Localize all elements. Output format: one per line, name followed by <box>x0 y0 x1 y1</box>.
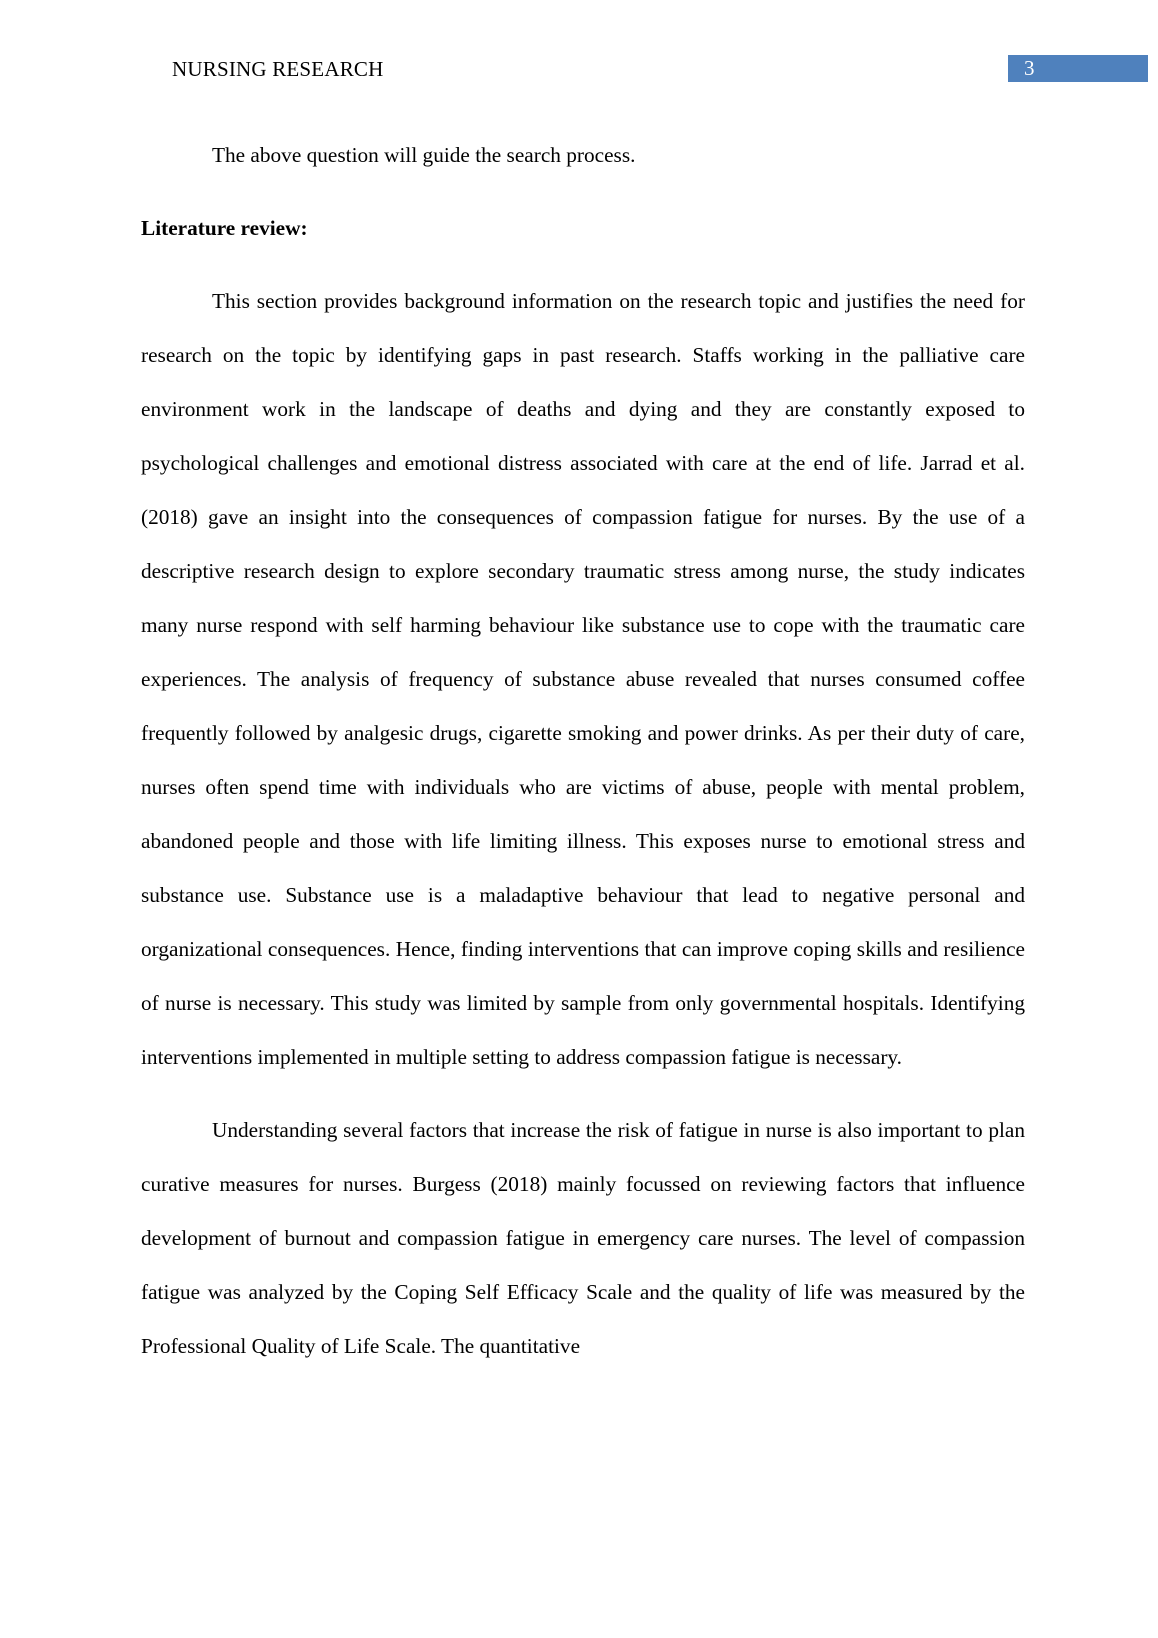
section-heading: Literature review: <box>141 216 308 240</box>
body-paragraph-2: Understanding several factors that increase the risk of fatigue in nurse is also important to plan curative measures for nurses. Burgess (2018) mainly focussed on reviewing factors that influence development of burnout and compassion fatigue in emergency care nurses. The level of compassion fatigue was analyzed by the Coping Self Efficacy Scale and the quality of life was measured by the Professional Quality of Life Scale. The quantitative <box>141 1118 1025 1358</box>
running-head: NURSING RESEARCH <box>172 57 384 81</box>
intro-paragraph: The above question will guide the search process. <box>212 143 636 167</box>
page-header <box>0 55 1158 85</box>
page-number: 3 <box>1008 55 1148 82</box>
document-body <box>141 128 1025 1373</box>
body-paragraph-1: This section provides background information on the research topic and justifies the need for research on the topic by identifying gaps in past research. Staffs working in the palliative care environment work in the landscape of deaths and dying and they are constantly exposed to psychological challenges and emotional distress associated with care at the end of life. Jarrad et al. (2018) gave an insight into the consequences of compassion fatigue for nurses. By the use of a descriptive research design to explore secondary traumatic stress among nurse, the study indicates many nurse respond with self harming behaviour like substance use to cope with the traumatic care experiences. The analysis of frequency of substance abuse revealed that nurses consumed coffee frequently followed by analgesic drugs, cigarette smoking and power drinks. As per their duty of care, nurses often spend time with individuals who are victims of abuse, people with mental problem, abandoned people and those with life limiting illness. This exposes nurse to emotional stress and substance use. Substance use is a maladaptive behaviour that lead to negative personal and organizational consequences. Hence, finding interventions that can improve coping skills and resilience of nurse is necessary. This study was limited by sample from only governmental hospitals. Identifying interventions implemented in multiple setting to address compassion fatigue is necessary. <box>141 289 1025 1069</box>
